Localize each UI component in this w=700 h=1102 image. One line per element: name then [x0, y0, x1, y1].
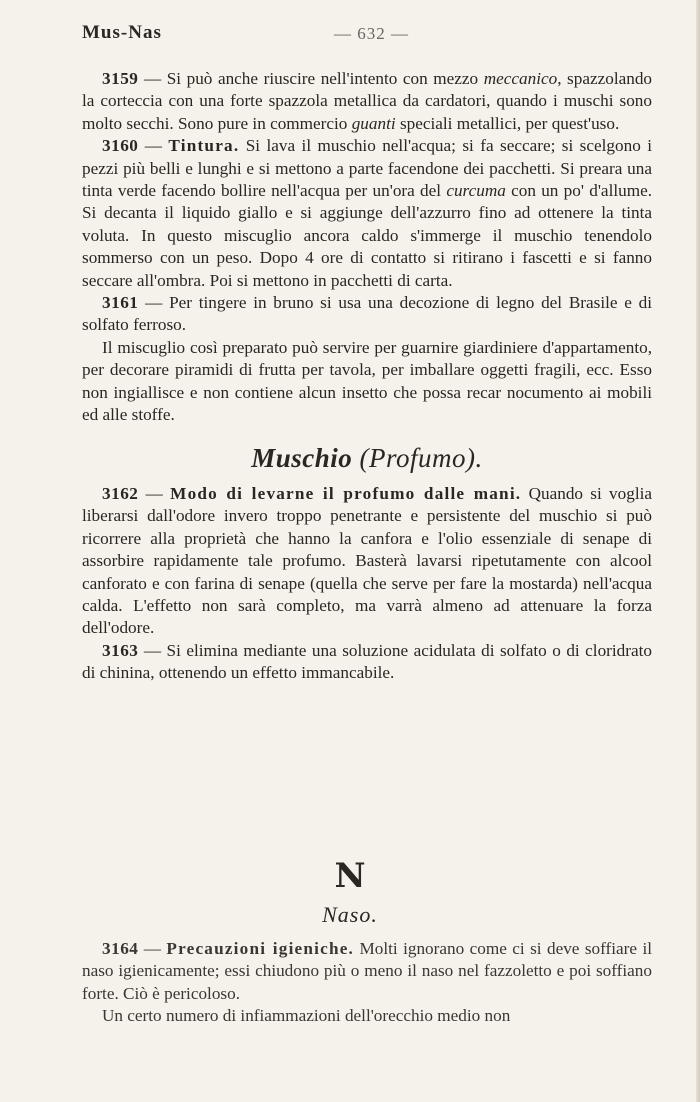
entry-number: 3159 — [102, 69, 139, 88]
entry-number: 3161 — [102, 293, 139, 313]
entry-title: Modo di levarne il profumo dalle mani. — [170, 483, 522, 503]
entry-number: 3160 — [102, 136, 139, 156]
entry-text: speciali metallici, per quest'uso. — [395, 113, 620, 133]
running-head: Mus-Nas — [82, 22, 162, 43]
entry-title: Precauzioni igieniche. — [166, 939, 355, 958]
entry-text: — Si può anche riuscire nell'intento con mezzo — [138, 69, 484, 88]
entry-text: — Si elimina mediante una soluzione acidulata di solfato o di cloridrato di chinina, ottenendo un effetto immancabile. — [82, 640, 652, 683]
section-heading — [82, 442, 652, 473]
entry-text: con un po' d'allume. Si decanta il liquido giallo e si aggiunge dell'azzurro fino ad ottenere la tinta voluta. In questo miscuglio ancora caldo s'immerge il muschio tenendolo sommerso con un peso. Dopo 4 ore di contatto si ritirano i fascetti e si fanno seccare all'ombra. Poi si mettono in pacchetti di carta. — [82, 181, 653, 290]
italic-term: guanti — [351, 113, 396, 133]
entry-number: 3162 — [102, 483, 139, 503]
letter-heading: N — [334, 856, 366, 896]
entry-dash: — — [138, 136, 169, 156]
entry-3164 — [82, 938, 652, 1005]
section-title: Muschio — [251, 442, 353, 473]
entry-dash: — — [138, 483, 171, 503]
page-edge — [696, 0, 700, 1102]
note-paragraph: Il miscuglio così preparato può servire per guarnire giardiniere d'appartamento, per decorare piramidi di frutta per tavola, per imballare oggetti fragili, ecc. Esso non ingiallisce e non contiene alcun insetto che possa recar nocumento ai mobili ed alle stoffe. — [82, 337, 652, 425]
tail-text — [82, 938, 652, 1028]
page-header — [82, 22, 652, 52]
italic-term: meccanico — [483, 69, 558, 88]
entry-text: Si lava il muschio nell'acqua; si fa seccare; si scelgono i pezzi più belli e lunghi e si mettono a parte facendone dei pacchetti. Si preara una tinta verde facendo bollire nell'acqua per un'ora del — [82, 136, 652, 201]
entry-3160 — [82, 135, 652, 292]
entry-title: Tintura. — [168, 136, 240, 156]
entry-3163 — [82, 640, 652, 685]
page-number: — 632 — — [334, 24, 409, 43]
entry-text: Quando si voglia liberarsi dall'odore invero troppo penetrante e persistente del muschio si può ricorrere alla proprietà che hanno la canfora e l'olio essenziale di senape di assorbire rapidamente tale profumo. Basterà lavarsi ripetutamente con alcool canforato e con farina di senape (quella che serve per fare la mostarda) nell'acqua calda. L'effetto non sarà completo, ma varrà almeno ad attenuare la forza dell'odore. — [82, 483, 653, 638]
entry-text: Molti ignorano come ci si deve soffiare il naso igienicamente; essi chiudono più o meno il naso nel fazzoletto e poi soffiano forte. Ciò è pericoloso. — [82, 939, 652, 1003]
entry-dash: — — [138, 939, 167, 958]
entry-number: 3164 — [102, 939, 139, 958]
entry-3161 — [82, 292, 652, 337]
entry-text: — Per tingere in bruno si usa una decozione di legno del Brasile e di solfato ferroso. — [82, 293, 652, 335]
body-text — [82, 68, 652, 685]
entry-number: 3163 — [102, 640, 139, 660]
last-line: Un certo numero di infiammazioni dell'orecchio medio non — [102, 1006, 511, 1026]
section-subtitle: (Profumo). — [359, 442, 483, 473]
naso-heading: Naso. — [322, 902, 378, 927]
entry-3162 — [82, 483, 652, 640]
entry-text: , spazzolando la corteccia con una forte spazzola metallica da cardatori, quando i muschi sono molto secchi. Sono pure in commercio — [82, 69, 653, 133]
italic-term: curcuma — [446, 181, 506, 201]
entry-3159 — [82, 68, 652, 135]
